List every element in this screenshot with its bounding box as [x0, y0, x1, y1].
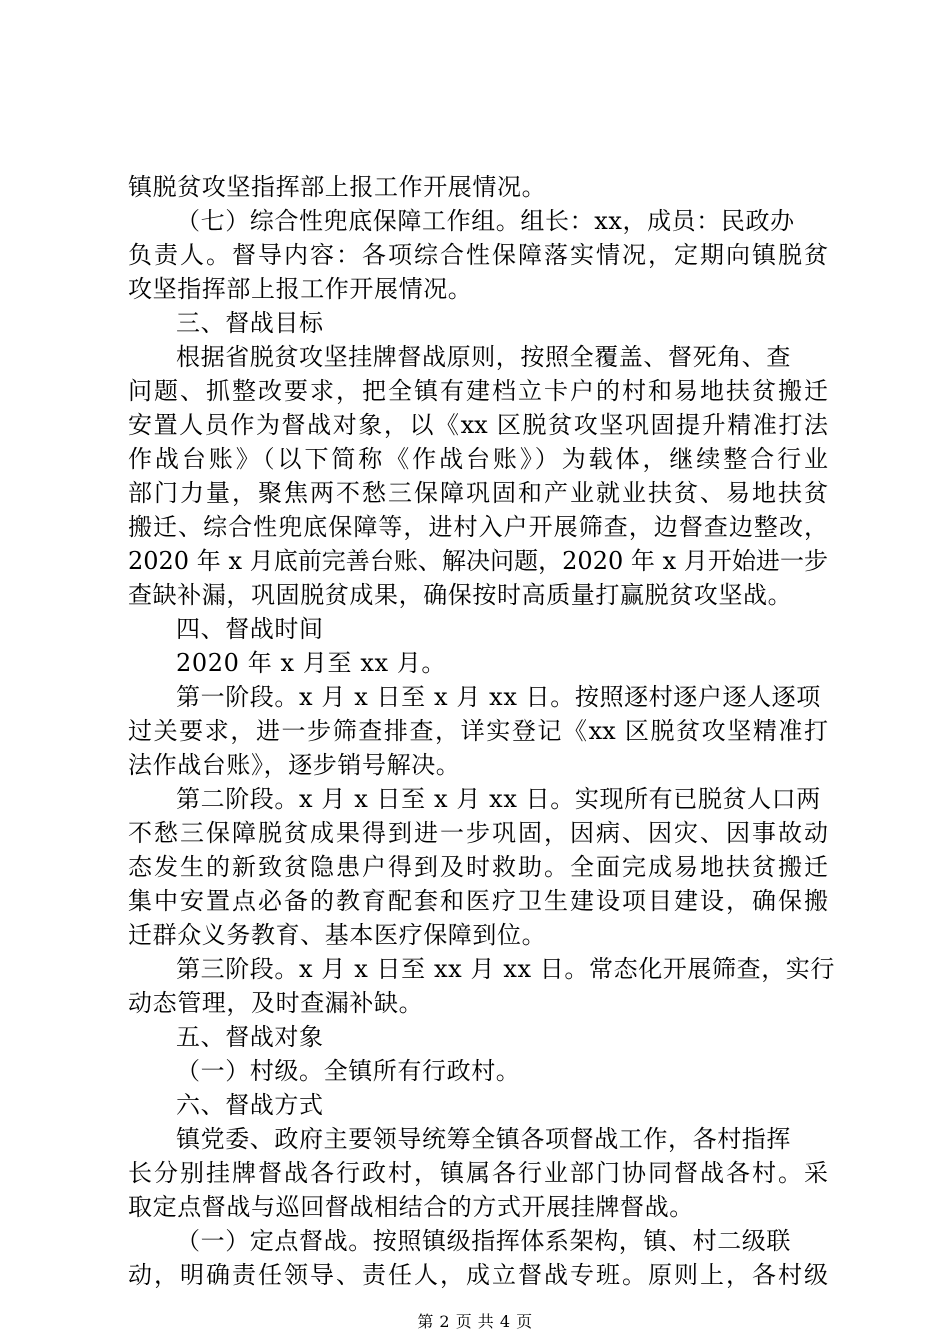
text-line: （一）定点督战。按照镇级指挥体系架构，镇、村二级联	[176, 1227, 791, 1255]
page-number-footer: 第 2 页 共 4 页	[417, 1312, 533, 1331]
text-line: 2020 年 x 月底前完善台账、解决问题，2020 年 x 月开始进一步	[128, 547, 828, 575]
text-line: 问题、抓整改要求，把全镇有建档立卡户的村和易地扶贫搬迁	[128, 377, 828, 405]
text-line: 过关要求，进一步筛查排查，详实登记《xx 区脱贫攻坚精准打	[128, 717, 828, 745]
text-line: 镇脱贫攻坚指挥部上报工作开展情况。	[128, 173, 547, 201]
section-heading: 五、督战对象	[176, 1023, 324, 1051]
text-line: 第二阶段。x 月 x 日至 x 月 xx 日。实现所有已脱贫人口两	[176, 785, 821, 813]
text-line: 2020 年 x 月至 xx 月。	[176, 649, 447, 677]
text-line: （一）村级。全镇所有行政村。	[176, 1057, 521, 1085]
text-line: 取定点督战与巡回督战相结合的方式开展挂牌督战。	[128, 1193, 694, 1221]
text-line: 法作战台账》，逐步销号解决。	[128, 751, 461, 779]
text-line: 作战台账》（以下简称《作战台账》）为载体，继续整合行业	[128, 445, 828, 473]
text-line: （七）综合性兜底保障工作组。组长：xx，成员：民政办	[176, 207, 795, 235]
section-heading: 三、督战目标	[176, 309, 324, 337]
section-heading: 六、督战方式	[176, 1091, 324, 1119]
text-line: 负责人。督导内容：各项综合性保障落实情况，定期向镇脱贫	[128, 241, 828, 269]
text-line: 查缺补漏，巩固脱贫成果，确保按时高质量打赢脱贫攻坚战。	[128, 581, 793, 609]
text-line: 集中安置点必备的教育配套和医疗卫生建设项目建设，确保搬	[128, 887, 828, 915]
text-line: 动态管理，及时查漏补缺。	[128, 989, 424, 1017]
text-line: 迁群众义务教育、基本医疗保障到位。	[128, 921, 547, 949]
text-line: 第三阶段。x 月 x 日至 xx 月 xx 日。常态化开展筛查，实行	[176, 955, 836, 983]
text-line: 搬迁、综合性兜底保障等，进村入户开展筛查，边督查边整改，	[128, 513, 828, 541]
text-line: 攻坚指挥部上报工作开展情况。	[128, 275, 473, 303]
text-line: 安置人员作为督战对象，以《xx 区脱贫攻坚巩固提升精准打法	[128, 411, 828, 439]
text-line: 部门力量，聚焦两不愁三保障巩固和产业就业扶贫、易地扶贫	[128, 479, 828, 507]
text-line: 动，明确责任领导、责任人，成立督战专班。原则上，各村级	[128, 1261, 828, 1289]
section-heading: 四、督战时间	[176, 615, 324, 643]
text-line: 长分别挂牌督战各行政村，镇属各行业部门协同督战各村。采	[128, 1159, 828, 1187]
text-line: 不愁三保障脱贫成果得到进一步巩固，因病、因灾、因事故动	[128, 819, 828, 847]
text-line: 根据省脱贫攻坚挂牌督战原则，按照全覆盖、督死角、查	[176, 343, 791, 371]
text-line: 第一阶段。x 月 x 日至 x 月 xx 日。按照逐村逐户逐人逐项	[176, 683, 821, 711]
text-line: 镇党委、政府主要领导统筹全镇各项督战工作，各村指挥	[176, 1125, 791, 1153]
text-line: 态发生的新致贫隐患户得到及时救助。全面完成易地扶贫搬迁	[128, 853, 828, 881]
